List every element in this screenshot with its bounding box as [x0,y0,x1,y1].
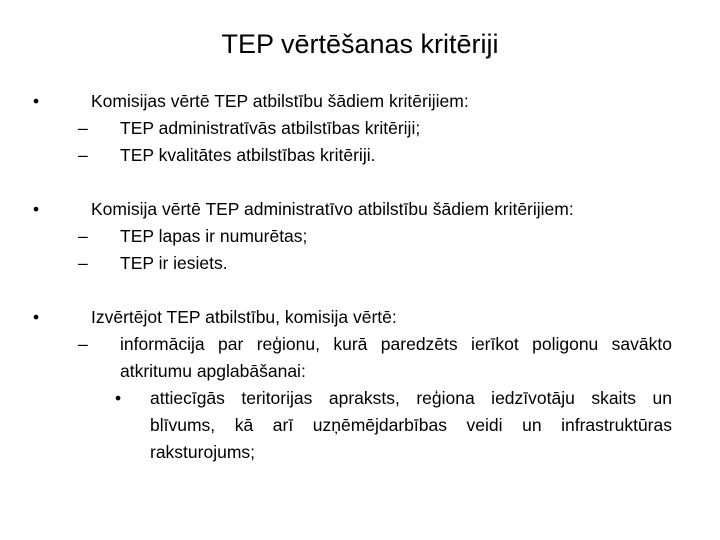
dash-marker: – [78,226,88,246]
dash-marker: – [78,118,88,138]
sub-item-1-1 [0,115,720,142]
sub-item-1-2 [0,142,720,169]
sub-sub-item-text: attiecīgās teritorijas apraksts, reģiona iedzīvotāju skaits un blīvums, kā arī uzņēmējdarbības veidi un infrastruktūras raksturojums; [150,388,672,462]
bullet-item-3 [0,304,720,331]
sub-item-text: TEP lapas ir numurētas; [120,226,308,246]
spacer [0,277,720,304]
bullet-item-2 [0,196,720,223]
bullet-text: Izvērtējot TEP atbilstību, komisija vērtē: [91,307,397,327]
dash-marker: – [78,334,88,354]
dash-marker: – [78,145,88,165]
bullet-text: Komisijas vērtē TEP atbilstību šādiem kritērijiem: [91,91,469,111]
bullet-marker: • [33,307,40,327]
bullet-marker: • [33,91,40,111]
sub-item-2-2 [0,250,720,277]
sub-item-3-1 [0,331,720,385]
dash-marker: – [78,253,88,273]
bullet-item-1 [0,88,720,115]
sub-item-text: TEP ir iesiets. [120,253,228,273]
sub-item-2-1 [0,223,720,250]
slide-title: TEP vērtēšanas kritēriji [221,29,499,59]
spacer [0,169,720,196]
sub-item-text: TEP administratīvās atbilstības kritēriji; [120,118,421,138]
bullet-list [0,88,720,466]
sub-item-text: TEP kvalitātes atbilstības kritēriji. [120,145,376,165]
bullet-marker: • [115,388,122,408]
sub-item-text: informācija par reģionu, kurā paredzēts ierīkot poligonu savākto atkritumu apglabāšanai: [120,334,672,381]
sub-sub-item-3-1-1 [0,385,720,466]
bullet-text: Komisija vērtē TEP administratīvo atbilstību šādiem kritērijiem: [91,199,574,219]
bullet-marker: • [33,199,40,219]
